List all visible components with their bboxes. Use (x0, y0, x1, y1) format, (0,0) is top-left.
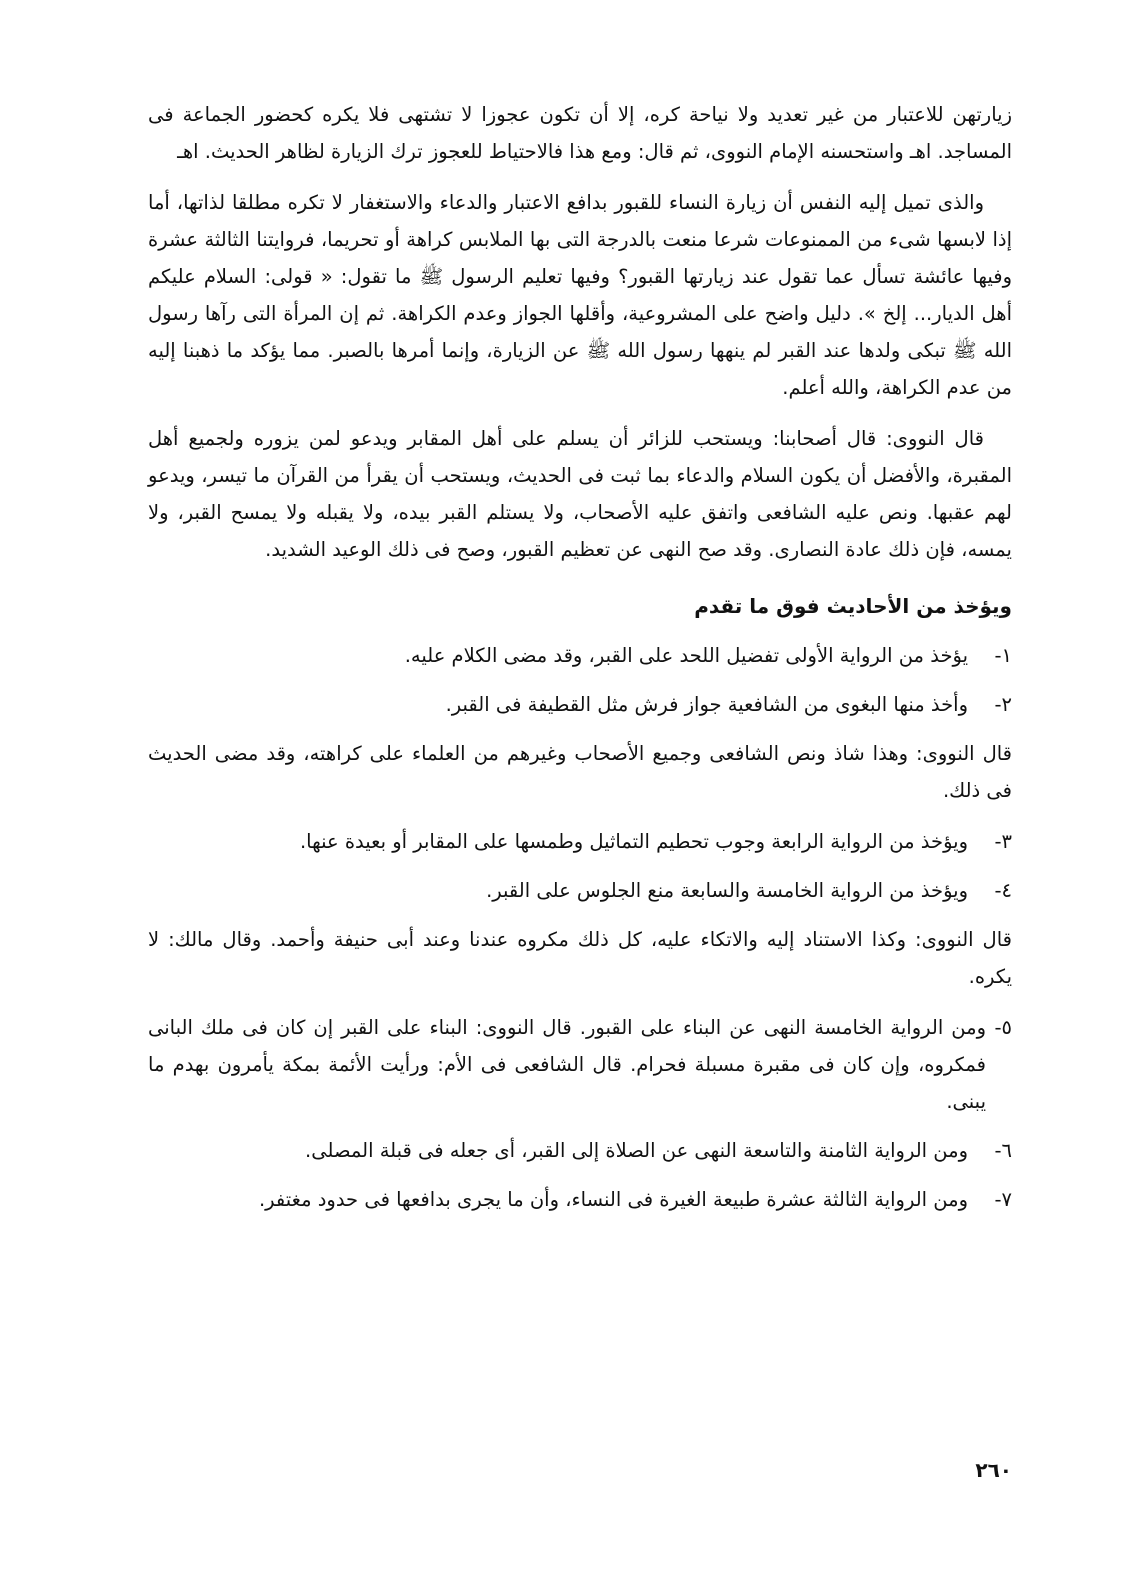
section-heading: ويؤخذ من الأحاديث فوق ما تقدم (694, 594, 1012, 618)
paragraph-1: زيارتهن للاعتبار من غير تعديد ولا نياحة كره، إلا أن تكون عجوزا لا تشتهى فلا يكره كحضور الجماعة فى المساجد. اهـ واستحسنه الإمام النووى، ثم قال: ومع هذا فالاحتياط للعجوز ترك الزيارة لظاهر الحديث. اهـ (148, 103, 1012, 163)
list-item-text: وأخذ منها البغوى من الشافعية جواز فرش مثل القطيفة فى القبر. (445, 693, 968, 716)
quote-nawawi-1: قال النووى: وهذا شاذ ونص الشافعى وجميع الأصحاب وغيرهم من العلماء على كراهته، وقد مضى الحديث فى ذلك. (148, 742, 1012, 802)
list-item-number: ٣- (994, 830, 1012, 853)
list-item-number: ٢- (994, 693, 1012, 716)
list-item-3 (148, 823, 1012, 860)
list-item-number: ٤- (994, 879, 1012, 902)
page-body (148, 96, 1012, 1230)
list-item-text: يؤخذ من الرواية الأولى تفضيل اللحد على القبر، وقد مضى الكلام عليه. (404, 644, 968, 667)
list-item-number: ٧- (994, 1188, 1012, 1211)
list-item-number: ١- (994, 644, 1012, 667)
page-number: ٢٦٠ (975, 1458, 1012, 1482)
list-item-text: ويؤخذ من الرواية الخامسة والسابعة منع الجلوس على القبر. (486, 879, 968, 902)
list-item-6 (148, 1132, 1012, 1169)
paragraph-3: قال النووى: قال أصحابنا: ويستحب للزائر أن يسلم على أهل المقابر ويدعو لمن يزوره ولجميع أهل المقبرة، والأفضل أن يكون السلام والدعاء بما ثبت فى الحديث، ويستحب أن يقرأ من القرآن ما تيسر، ويدعو لهم عقبها. ونص عليه الشافعى واتفق عليه الأصحاب، ولا يستلم القبر بيده، ولا يقبله ولا يمسح القبر، ولا يمسه، فإن ذلك عادة النصارى. وقد صح النهى عن تعظيم القبور، وصح فى ذلك الوعيد الشديد. (148, 427, 1012, 561)
list-item-text: ومن الرواية الثامنة والتاسعة النهى عن الصلاة إلى القبر، أى جعله فى قبلة المصلى. (305, 1139, 968, 1162)
list-item-2 (148, 686, 1012, 723)
list-item-4 (148, 872, 1012, 909)
list-item-number: ٦- (994, 1139, 1012, 1162)
list-item-text: ومن الرواية الخامسة النهى عن البناء على القبور. قال النووى: البناء على القبر إن كان فى ملك البانى فمكروه، وإن كان فى مقبرة مسبلة فحرام. قال الشافعى فى الأم: ورأيت الأئمة بمكة يأمرون بهدم ما يبنى. (148, 1016, 986, 1113)
quote-nawawi-2: قال النووى: وكذا الاستناد إليه والاتكاء عليه، كل ذلك مكروه عندنا وعند أبى حنيفة وأحمد. وقال مالك: لا يكره. (148, 928, 1012, 988)
list-item-number: ٥- (994, 1016, 1012, 1039)
list-item-text: ومن الرواية الثالثة عشرة طبيعة الغيرة فى النساء، وأن ما يجرى بدافعها فى حدود مغتفر. (258, 1188, 968, 1211)
paragraph-2: والذى تميل إليه النفس أن زيارة النساء للقبور بدافع الاعتبار والدعاء والاستغفار لا تكره مطلقا لذاتها، أما إذا لابسها شىء من الممنوعات شرعا منعت بالدرجة التى بها الملابس كراهة أو تحريما، فروايتنا الثالثة عشرة وفيها عائشة تسأل عما تقول عند زيارتها القبور؟ وفيها تعليم الرسول ﷺ ما تقول: « قولى: السلام عليكم أهل الديار... إلخ ». دليل واضح على المشروعية، وأقلها الجواز وعدم الكراهة. ثم إن المرأة التى رآها رسول الله ﷺ تبكى ولدها عند القبر لم ينهها رسول الله ﷺ عن الزيارة، وإنما أمرها بالصبر. مما يؤكد ما ذهبنا إليه من عدم الكراهة، والله أعلم. (148, 191, 1012, 399)
list-item-5 (148, 1009, 1012, 1120)
list-item-text: ويؤخذ من الرواية الرابعة وجوب تحطيم التماثيل وطمسها على المقابر أو بعيدة عنها. (299, 830, 968, 853)
list-item-1 (148, 637, 1012, 674)
list-item-7 (148, 1181, 1012, 1218)
